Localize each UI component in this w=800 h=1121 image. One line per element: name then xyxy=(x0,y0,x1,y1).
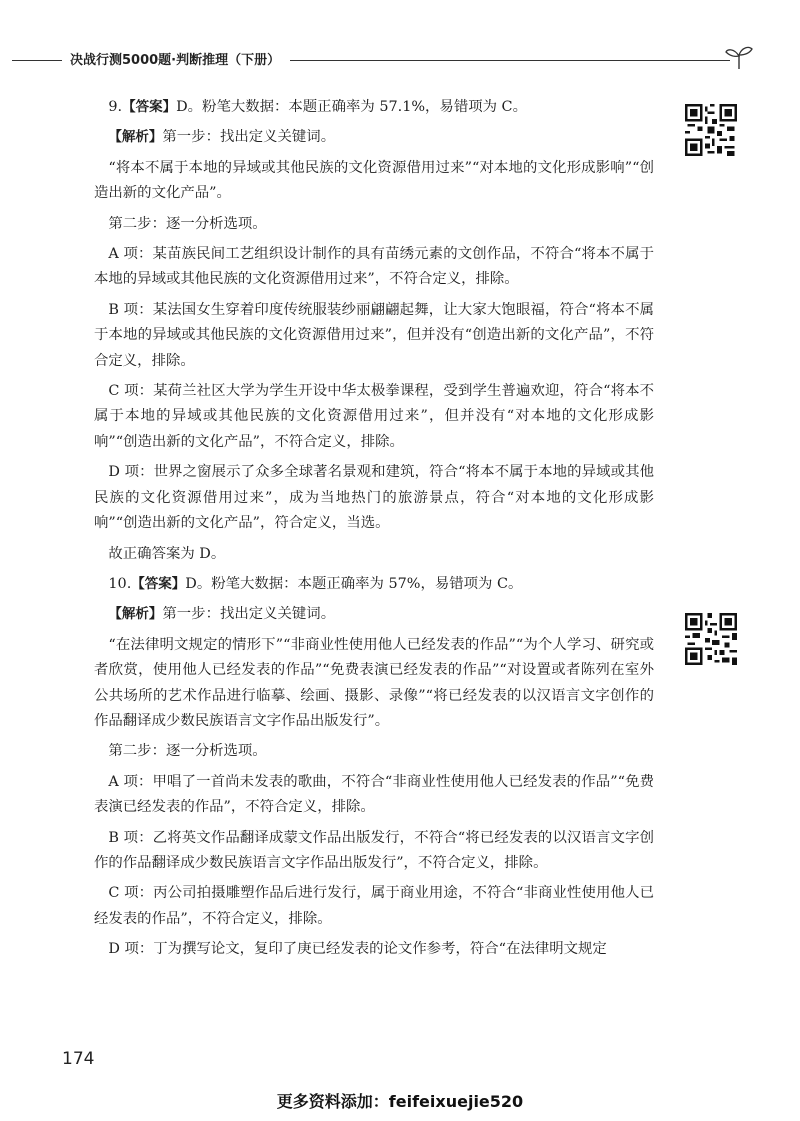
page-number: 174 xyxy=(62,1049,95,1069)
sprout-icon xyxy=(724,44,754,70)
q9-option-b: B 项：某法国女生穿着印度传统服装纱丽翩翩起舞，让大家大饱眼福，符合“将本不属于本地的异域或其他民族的文化资源借用过来”，但并没有“创造出新的文化产品”，不符合定义，排除。 xyxy=(94,301,654,369)
q9-analysis-tag: 【解析】 xyxy=(108,129,163,146)
q9-answer-line xyxy=(94,95,654,120)
header-rule-left xyxy=(12,60,62,61)
q9-keywords: “将本不属于本地的异域或其他民族的文化资源借用过来”“对本地的文化形成影响”“创造出新的文化产品”。 xyxy=(94,159,654,202)
q10-answer-text: D。粉笔大数据：本题正确率为 57%，易错项为 C。 xyxy=(185,575,523,592)
qr-code-icon xyxy=(685,104,737,156)
q10-answer-line xyxy=(94,572,654,597)
q10-answer-tag: 【答案】 xyxy=(131,575,186,592)
qr-code-icon xyxy=(685,613,737,665)
q10-step2: 第二步：逐一分析选项。 xyxy=(108,743,267,760)
q10-keywords: “在法律明文规定的情形下”“非商业性使用他人已经发表的作品”“为个人学习、研究或者欣赏，使用他人已经发表的作品”“免费表演已经发表的作品”“对设置或者陈列在室外公共场所的艺术作品进行临摹、绘画、摄影、录像”“将已经发表的以汉语言文字创作的作品翻译成少数民族语言文字作品出版发行”。 xyxy=(94,636,654,729)
q9-option-a: A 项：某苗族民间工艺组织设计制作的具有苗绣元素的文创作品，不符合“将本不属于本地的异域或其他民族的文化资源借用过来”，不符合定义，排除。 xyxy=(94,246,654,288)
q9-option-d: D 项：世界之窗展示了众多全球著名景观和建筑，符合“将本不属于本地的异域或其他民族的文化资源借用过来”，成为当地热门的旅游景点，符合“对本地的文化形成影响”“创造出新的文化产品”，符合定义，当选。 xyxy=(94,464,654,532)
q9-number: 9. xyxy=(108,99,123,115)
q10-number: 10. xyxy=(108,575,132,592)
q10-analysis-line xyxy=(94,602,654,627)
q9-conclusion: 故正确答案为 D。 xyxy=(108,545,226,562)
q10-option-d: D 项：丁为撰写论文，复印了庚已经发表的论文作参考，符合“在法律明文规定 xyxy=(108,941,607,958)
book-title: 决战行测5000题·判断推理（下册） xyxy=(70,53,281,68)
answer-explanations xyxy=(94,95,654,968)
q10-step1: 第一步：找出定义关键词。 xyxy=(162,606,336,623)
q9-analysis-line xyxy=(94,125,654,150)
footer-note: 更多资料添加：feifeixuejie520 xyxy=(276,1092,524,1111)
q9-step2: 第二步：逐一分析选项。 xyxy=(108,215,267,232)
q9-option-c: C 项：某荷兰社区大学为学生开设中华太极拳课程，受到学生普遍欢迎，符合“将本不属于本地的异域或其他民族的文化资源借用过来”，但并没有“对本地的文化形成影响”“创造出新的文化产品”，不符合定义，排除。 xyxy=(94,383,654,450)
q10-option-c: C 项：丙公司拍摄雕塑作品后进行发行，属于商业用途，不符合“非商业性使用他人已经发表的作品”，不符合定义，排除。 xyxy=(94,885,654,927)
header-rule-right xyxy=(290,60,730,61)
q9-answer-text: D。粉笔大数据：本题正确率为 57.1%，易错项为 C。 xyxy=(176,99,527,115)
q10-option-a: A 项：甲唱了一首尚未发表的歌曲，不符合“非商业性使用他人已经发表的作品”“免费表演已经发表的作品”，不符合定义，排除。 xyxy=(94,773,654,816)
q9-answer-tag: 【答案】 xyxy=(122,99,177,115)
running-header xyxy=(12,44,752,72)
q10-option-b: B 项：乙将英文作品翻译成蒙文作品出版发行，不符合“将已经发表的以汉语言文字创作的作品翻译成少数民族语言文字作品出版发行”，不符合定义，排除。 xyxy=(94,829,654,871)
q9-step1: 第一步：找出定义关键词。 xyxy=(162,129,336,146)
q10-analysis-tag: 【解析】 xyxy=(108,606,163,623)
